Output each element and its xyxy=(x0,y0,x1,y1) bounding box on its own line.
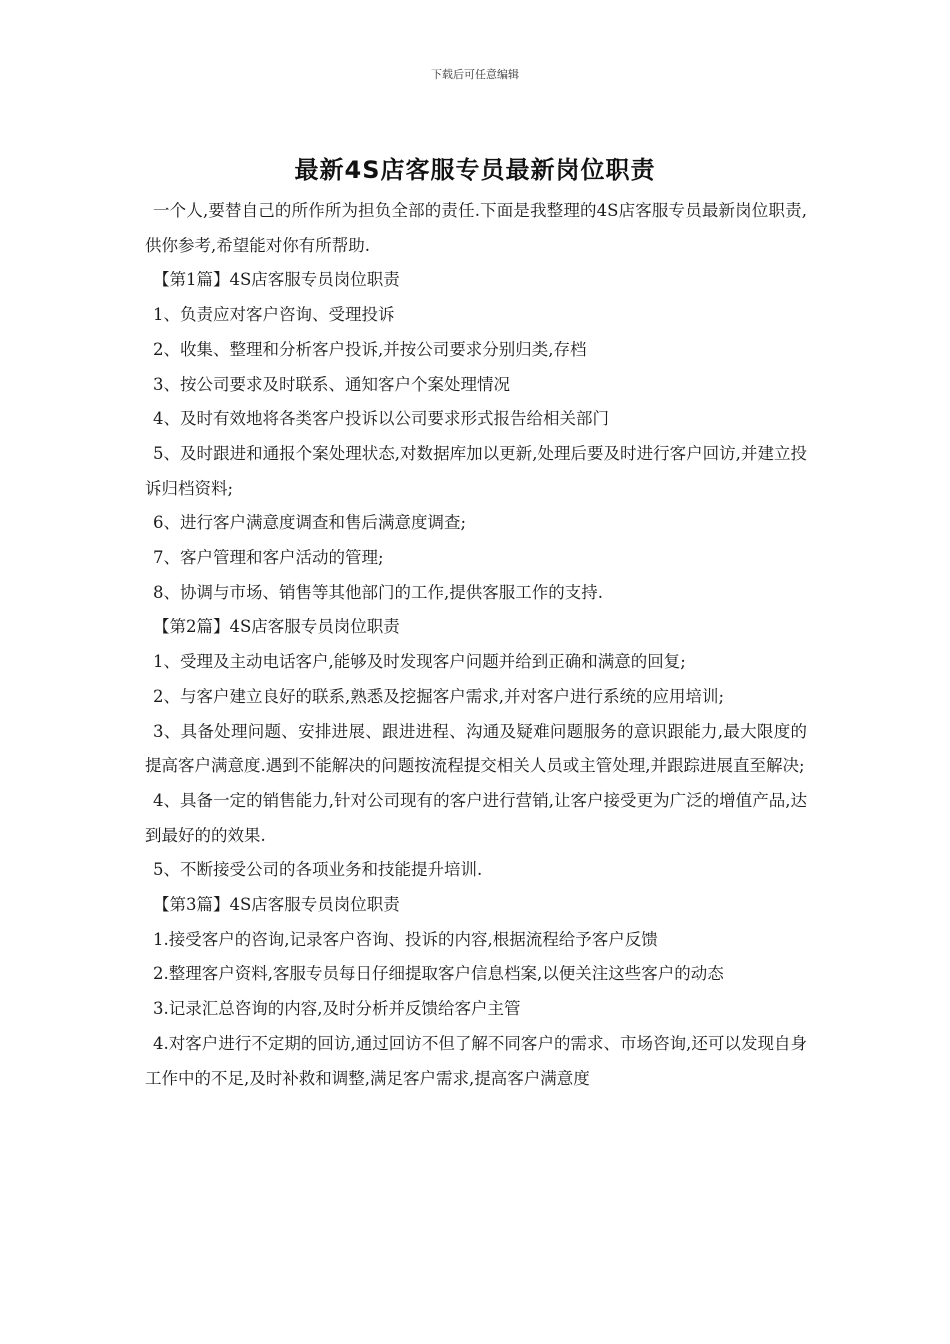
list-item: 4、具备一定的销售能力,针对公司现有的客户进行营销,让客户接受更为广泛的增值产品,达到最好的的效果. xyxy=(145,790,807,845)
list-item: 2.整理客户资料,客服专员每日仔细提取客户信息档案,以便关注这些客户的动态 xyxy=(153,964,724,984)
section-heading-2: 【第2篇】4S店客服专员岗位职责 xyxy=(153,617,400,637)
list-item: 4.对客户进行不定期的回访,通过回访不但了解不同客户的需求、市场咨询,还可以发现自身工作中的不足,及时补救和调整,满足客户需求,提高客户满意度 xyxy=(145,1033,807,1088)
list-item: 4、及时有效地将各类客户投诉以公司要求形式报告给相关部门 xyxy=(153,409,609,429)
intro-paragraph: 一个人,要替自己的所作所为担负全部的责任.下面是我整理的4S店客服专员最新岗位职责,供你参考,希望能对你有所帮助. xyxy=(145,201,807,255)
list-item: 6、进行客户满意度调查和售后满意度调查; xyxy=(153,513,467,533)
list-item: 3、具备处理问题、安排进展、跟进进程、沟通及疑难问题服务的意识跟能力,最大限度的提高客户满意度.遇到不能解决的问题按流程提交相关人员或主管处理,并跟踪进展直至解决; xyxy=(145,721,807,776)
list-item: 1、负责应对客户咨询、受理投诉 xyxy=(153,305,395,325)
list-item: 3、按公司要求及时联系、通知客户个案处理情况 xyxy=(153,374,510,394)
list-item: 5、不断接受公司的各项业务和技能提升培训. xyxy=(153,860,483,880)
list-item: 2、与客户建立良好的联系,熟悉及挖掘客户需求,并对客户进行系统的应用培训; xyxy=(153,686,725,706)
document-body xyxy=(145,194,807,1096)
document-title: 最新4S店客服专员最新岗位职责 xyxy=(294,156,656,184)
list-item: 8、协调与市场、销售等其他部门的工作,提供客服工作的支持. xyxy=(153,582,603,602)
section-heading-1: 【第1篇】4S店客服专员岗位职责 xyxy=(153,270,400,290)
section-heading-3: 【第3篇】4S店客服专员岗位职责 xyxy=(153,895,400,915)
list-item: 7、客户管理和客户活动的管理; xyxy=(153,548,384,568)
list-item: 1、受理及主动电话客户,能够及时发现客户问题并给到正确和满意的回复; xyxy=(153,652,686,672)
list-item: 5、及时跟进和通报个案处理状态,对数据库加以更新,处理后要及时进行客户回访,并建立投诉归档资料; xyxy=(145,443,807,498)
list-item: 3.记录汇总咨询的内容,及时分析并反馈给客户主管 xyxy=(153,999,521,1019)
list-item: 2、收集、整理和分析客户投诉,并按公司要求分别归类,存档 xyxy=(153,339,587,359)
header-note: 下载后可任意编辑 xyxy=(431,68,519,81)
list-item: 1.接受客户的咨询,记录客户咨询、投诉的内容,根据流程给予客户反馈 xyxy=(153,929,658,949)
